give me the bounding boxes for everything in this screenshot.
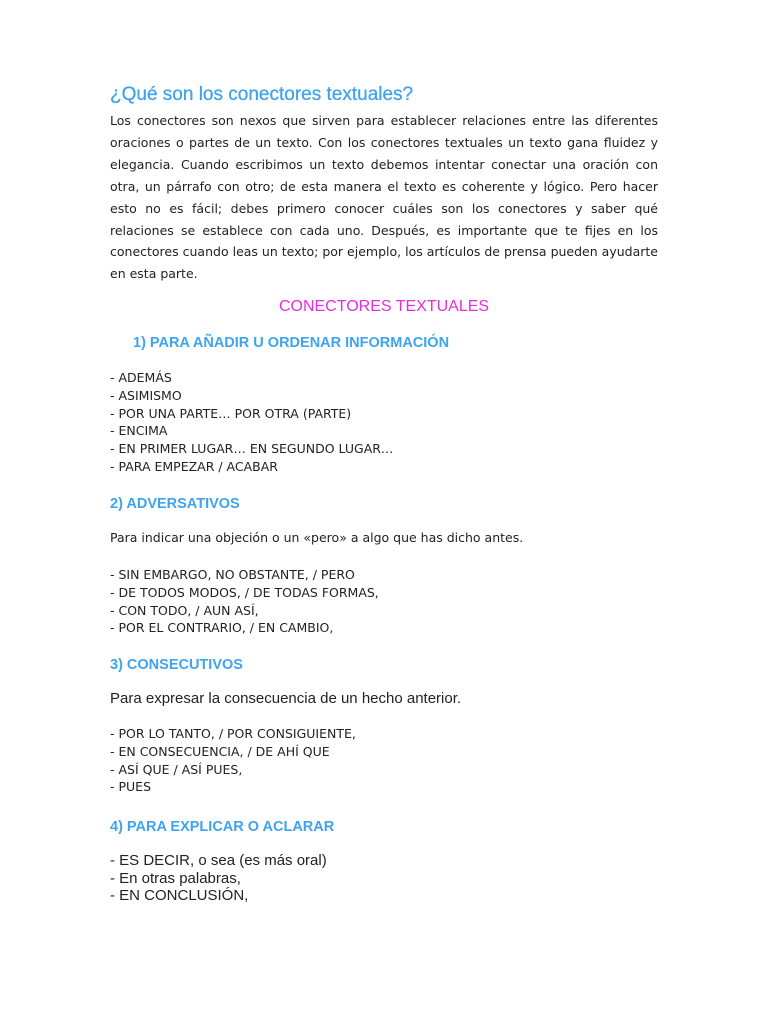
- list-item: - ASÍ QUE / ASÍ PUES,: [110, 761, 243, 777]
- section-3-heading: 3) CONSECUTIVOS: [110, 657, 243, 673]
- list-item: - CON TODO, / AUN ASÍ,: [110, 602, 259, 618]
- section-1-list: [110, 369, 393, 476]
- list-item: - POR EL CONTRARIO, / EN CAMBIO,: [110, 620, 334, 636]
- section-3-list: [110, 725, 356, 796]
- list-item: - POR LO TANTO, / POR CONSIGUIENTE,: [110, 726, 356, 741]
- main-heading: CONECTORES TEXTUALES: [278, 298, 490, 315]
- section-1-heading: 1) PARA AÑADIR U ORDENAR INFORMACIÓN: [133, 335, 450, 351]
- section-4-list: [110, 852, 327, 905]
- list-item: - SIN EMBARGO, NO OBSTANTE, / PERO: [110, 567, 355, 582]
- list-item: - ES DECIR, o sea (es más oral): [110, 852, 327, 869]
- list-item: - EN PRIMER LUGAR… EN SEGUNDO LUGAR…: [110, 441, 394, 457]
- list-item: - En otras palabras,: [110, 869, 241, 887]
- section-3-description: Para expresar la consecuencia de un hecho anterior.: [110, 690, 462, 707]
- list-item: - DE TODOS MODOS, / DE TODAS FORMAS,: [110, 584, 379, 600]
- list-item: - EN CONCLUSIÓN,: [110, 887, 249, 904]
- section-2-list: [110, 566, 379, 637]
- section-4-heading: 4) PARA EXPLICAR O ACLARAR: [110, 819, 335, 835]
- section-2-description: Para indicar una objeción o un «pero» a algo que has dicho antes.: [110, 530, 524, 545]
- list-item: - PARA EMPEZAR / ACABAR: [110, 458, 278, 474]
- list-item: - ENCIMA: [110, 423, 168, 439]
- list-item: - EN CONSECUENCIA, / DE AHÍ QUE: [110, 743, 330, 759]
- section-2-heading: 2) ADVERSATIVOS: [110, 496, 240, 512]
- list-item: - ADEMÁS: [110, 370, 172, 385]
- list-item: - PUES: [110, 779, 152, 795]
- page-title: ¿Qué son los conectores textuales?: [110, 84, 414, 105]
- intro-paragraph: Los conectores son nexos que sirven para establecer relaciones entre las diferentes oraciones o partes de un texto. Con los conectores textuales un texto gana fluidez y elegancia. Cuando escribimos un texto debemos intentar conectar una oración con otra, un párrafo con otro; de esta manera el texto es coherente y lógico. Pero hacer esto no es fácil; debes primero conocer cuáles son los conectores y saber qué relaciones se establece con cada uno. Después, es importante que te fijes en los conectores cuando leas un texto; por ejemplo, los artículos de prensa pueden ayudarte en esta parte.: [110, 113, 658, 282]
- list-item: - POR UNA PARTE… POR OTRA (PARTE): [110, 405, 352, 421]
- list-item: - ASIMISMO: [110, 387, 182, 403]
